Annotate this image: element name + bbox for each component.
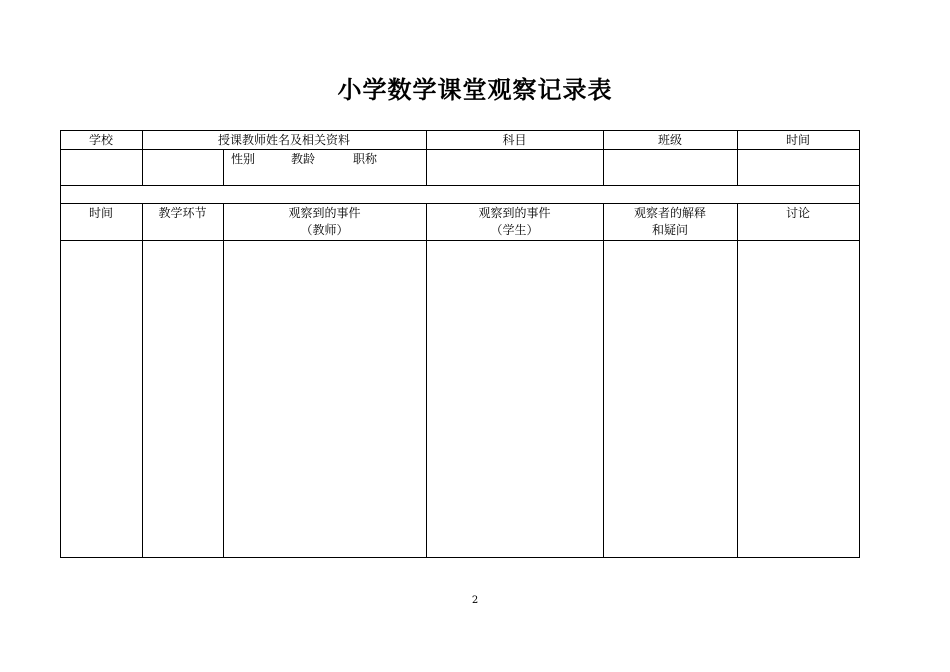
obs-header-discussion: 讨论	[785, 206, 810, 220]
table-line	[60, 240, 860, 241]
table-line	[60, 130, 61, 558]
table-line	[737, 203, 738, 558]
table-line	[603, 203, 604, 558]
table-line	[60, 149, 860, 150]
table-line	[60, 130, 860, 131]
page-number: 2	[471, 595, 479, 606]
table-line	[60, 557, 860, 558]
teacher-title-label: 职称	[353, 152, 378, 166]
obs-header-time: 时间	[88, 206, 113, 220]
obs-header-teacher-events-sub: （教师）	[300, 223, 349, 237]
table-line	[142, 203, 143, 558]
teacher-gender-label: 性别	[231, 152, 256, 166]
obs-header-student-events: 观察到的事件	[478, 206, 551, 220]
table-line	[859, 130, 860, 558]
table-line	[426, 203, 427, 558]
table-line	[223, 149, 224, 186]
header-subject: 科目	[502, 133, 527, 147]
obs-header-student-events-sub: （学生）	[490, 223, 539, 237]
header-school: 学校	[88, 133, 113, 147]
table-line	[223, 203, 224, 558]
header-class: 班级	[657, 133, 682, 147]
obs-header-teaching-stage: 教学环节	[158, 206, 207, 220]
table-line	[60, 203, 860, 204]
obs-header-observer-notes: 观察者的解释	[633, 206, 706, 220]
teacher-years-label: 教龄	[291, 152, 316, 166]
document-title: 小学数学课堂观察记录表	[337, 76, 613, 104]
obs-header-teacher-events: 观察到的事件	[288, 206, 361, 220]
header-time: 时间	[785, 133, 810, 147]
obs-header-observer-notes-sub: 和疑问	[651, 223, 688, 237]
table-line	[60, 185, 860, 186]
header-teacher-info: 授课教师姓名及相关资料	[217, 133, 350, 147]
